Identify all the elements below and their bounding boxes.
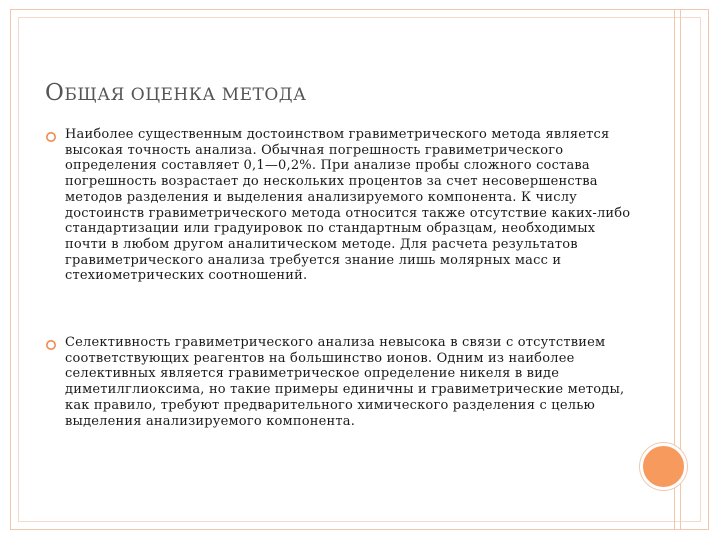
bullet-paragraph-1: Наиболее существенным достоинством гравиметрического метода является высокая точность анализа. Обычная погрешность гравиметрического определения составляет 0,1—0,2%. При анализе пробы сложного состава погрешность возрастает до нескольких процентов за счет несовершенства методов разделения и выделения анализируемого компонента. К числу достоинств гравиметрического метода относится также отсутствие каких-либо стандартизации или градуировок по стандартным образцам, необходимых почти в любом другом аналитическом методе. Для расчета результатов гравиметрического анализа требуется знание лишь молярных масс и стехиометрических соотношений. bbox=[65, 127, 631, 284]
bullet-circle-icon bbox=[45, 131, 57, 143]
title-first-letter: О bbox=[45, 80, 65, 106]
bullet-paragraph-2: Селективность гравиметрического анализа невысока в связи с отсутствием соответствующих реагентов на большинство ионов. Одним из наиболее селективных является гравиметрическое определение никеля в виде диметилглиоксима, но такие примеры единичны и гравиметрические методы, как правило, требуют предварительного химического разделения с целью выделения анализируемого компонента. bbox=[65, 335, 625, 429]
orange-circle-decoration bbox=[640, 443, 687, 490]
slide-title bbox=[45, 80, 306, 106]
title-rest: БЩАЯ ОЦЕНКА МЕТОДА bbox=[64, 85, 307, 105]
bullet-circle-icon bbox=[45, 339, 57, 351]
